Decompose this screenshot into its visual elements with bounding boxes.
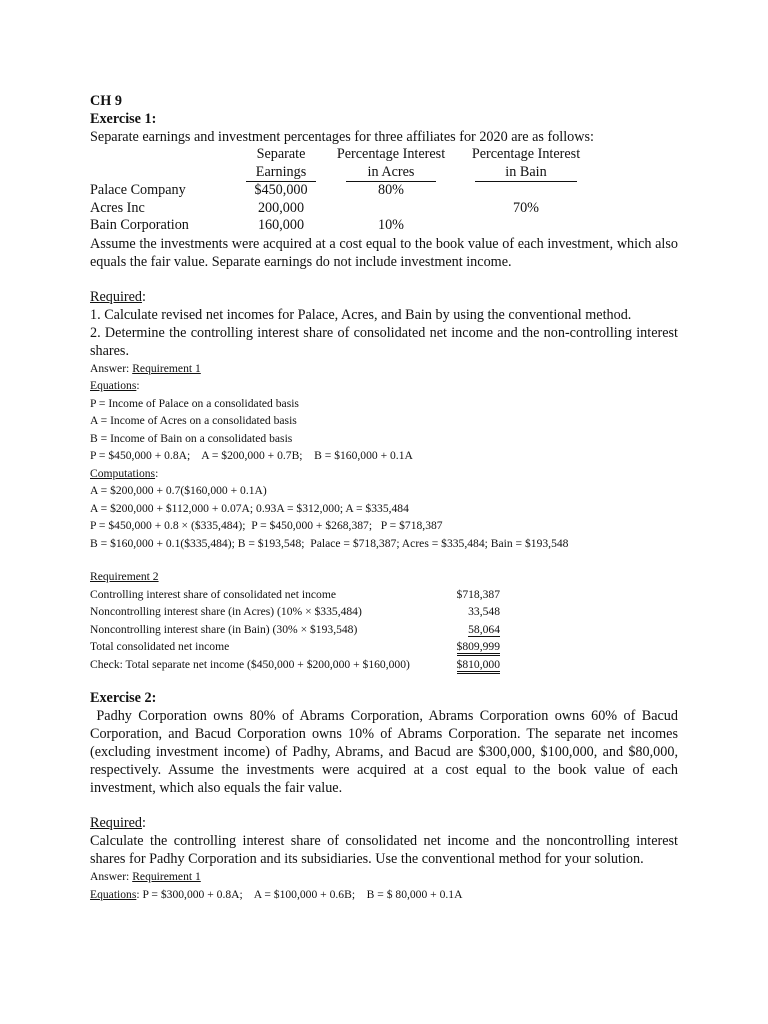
table-row (90, 200, 591, 218)
row-amount: $809,999 (457, 640, 500, 656)
table-cell (461, 217, 591, 235)
table-row (90, 656, 500, 674)
assumption-paragraph: Assume the investments were acquired at a cost equal to the book value of each investment, which also equals the fair value. Separate earnings do not include investment income. (90, 235, 678, 270)
required-item: 1. Calculate revised net incomes for Palace, Acres, and Bain by using the conventional method. (90, 306, 632, 323)
requirement1-label: Requirement 1 (132, 870, 201, 884)
table-row (90, 603, 500, 621)
requirement2-table (90, 586, 500, 674)
header-cell: Percentage Interest (336, 146, 446, 162)
computation-line: A = $200,000 + 0.7($160,000 + 0.1A) (90, 484, 267, 498)
required-item: 2. Determine the controlling interest share of consolidated net income and the non-controlling interest shares. (90, 324, 678, 359)
table-cell: Acres Inc (90, 199, 145, 216)
table-cell: 70% (512, 199, 539, 216)
header-cell: Percentage Interest (471, 146, 581, 162)
table-cell: Palace Company (90, 182, 186, 199)
row-label: Noncontrolling interest share (in Bain) (30% × $193,548) (90, 622, 358, 636)
required-item: Calculate the controlling interest share of consolidated net income and the noncontrolling interest shares for Padhy Corporation and its subsidiaries. Use the conventional method for your solution. (90, 833, 678, 868)
table-cell: 10% (377, 217, 404, 234)
chapter-heading: CH 9 (90, 93, 122, 109)
table-row (90, 217, 591, 235)
equation-line: P = $300,000 + 0.8A; A = $100,000 + 0.6B; B = $ 80,000 + 0.1A (139, 887, 463, 901)
table-row (90, 638, 500, 656)
exercise1-intro: Separate earnings and investment percentages for three affiliates for 2020 are as follows: (90, 129, 594, 145)
row-amount: $718,387 (456, 587, 500, 601)
answer-label: Answer: (90, 870, 130, 884)
computation-line: P = $450,000 + 0.8 × ($335,484); P = $450,000 + $268,387; P = $718,387 (90, 519, 443, 533)
header-cell (90, 164, 241, 183)
required-heading: Required (90, 815, 143, 832)
table-cell: 200,000 (257, 199, 305, 216)
computations-label: Computations (90, 466, 156, 480)
requirement2-label: Requirement 2 (90, 570, 159, 584)
table-cell (461, 182, 591, 200)
exercise2-title: Exercise 2: (90, 690, 157, 707)
equation-line: B = Income of Bain on a consolidated basis (90, 431, 293, 445)
row-label: Check: Total separate net income ($450,000 + $200,000 + $160,000) (90, 657, 410, 671)
header-cell: in Bain (475, 164, 576, 183)
table-header-row (90, 164, 591, 183)
requirement1-label: Requirement 1 (132, 361, 201, 375)
table-cell: $450,000 (254, 182, 308, 199)
exercise1-title: Exercise 1: (90, 111, 157, 127)
table-row (90, 586, 500, 604)
row-label: Controlling interest share of consolidated net income (90, 587, 336, 601)
header-cell: Earnings (246, 164, 316, 183)
table-cell (321, 200, 461, 218)
equations-label: Equations (90, 887, 137, 901)
header-cell (90, 146, 241, 164)
equation-line: P = $450,000 + 0.8A; A = $200,000 + 0.7B; B = $160,000 + 0.1A (90, 449, 413, 463)
earnings-table (90, 146, 591, 235)
required-heading: Required (90, 288, 143, 305)
table-cell: 160,000 (257, 217, 305, 234)
header-cell: in Acres (346, 164, 437, 183)
row-label: Total consolidated net income (90, 640, 230, 654)
computation-line: B = $160,000 + 0.1($335,484); B = $193,548; Palace = $718,387; Acres = $335,484; Bain = $193,548 (90, 536, 569, 550)
equation-line: A = Income of Acres on a consolidated basis (90, 414, 297, 428)
row-label: Noncontrolling interest share (in Acres) (10% × $335,484) (90, 605, 362, 619)
row-amount: $810,000 (457, 658, 500, 674)
document-page: CH 9 Exercise 1: Separate earnings and investment percentages for three affiliates for 2020 are as follows: Separate Percentage Interest Percentage Interest Earnings in Acres in Bain Palace Company $450,000 80% Acres Inc 200,000 70% Bain Corporation 160,000 10% Assume the investments were acquired at a cost equal to the book value of each investment, which also equals the fair value. Separate earnings do not include investment income. Required: 1. Calculate revised net incomes for Palace, Acres, and Bain by using the conventional method. 2. Determine the controlling interest share of consolidated net income and the non-controlling interest shares. Answer: Requirement 1 Equations: P = Income of Palace on a consolidated basis A = Income of Acres on a consolidated basis B = Income of Bain on a consolidated basis P = $450,000 + 0.8A; A = $200,000 + 0.7B; B = $160,000 + 0.1A Computations: A = $200,000 + 0.7($160,000 + 0.1A) A = $200,000 + $112,000 + 0.07A; 0.93A = $312,000; A = $335,484 P = $450,000 + 0.8 × ($335,484); P = $450,000 + $268,387; P = $718,387 B = $160,000 + 0.1($335,484); B = $193,548; Palace = $718,387; Acres = $335,484; Bain = $193,548 Requirement 2 Controlling interest share of consolidated net income $718,387 Noncontrolling interest share (in Acres) (10% × $335,484) 33,548 Noncontrolling interest share (in Bain) (30% × $193,548) 58,064 Total consolidated net income $809,999 Check: Total separate net income ($450,000 + $200,000 + $160,000) $810,000 Exercise 2: Padhy Corporation owns 80% of Abrams Corporation, Abrams Corporation owns 60% of Bacud Corporation, and Bacud Corporation owns 10% of Abrams Corporation. The separate net incomes (excluding investment income) of Padhy, Abrams, and Bacud are $300,000, $100,000, and $80,000, respectively. Assume the investments were acquired at a cost equal to the book value of each investment, which also equals the fair value. Required: Calculate the controlling interest share of consolidated net income and the noncontrolling interest shares for Padhy Corporation and its subsidiaries. Use the conventional method for your solution. Answer: Requirement 1 Equations: P = $300,000 + 0.8A; A = $100,000 + 0.6B; B = $ 80,000 + 0.1A (90, 93, 682, 901)
exercise2-body: Padhy Corporation owns 80% of Abrams Corporation, Abrams Corporation owns 60% of Bacud Corporation, and Bacud Corporation owns 10% of Abrams Corporation. The separate net incomes (excluding investment income) of Padhy, Abrams, and Bacud are $300,000, $100,000, and $80,000, respectively. Assume the investments were acquired at a cost equal to the book value of each investment, which also equals the fair value. (90, 708, 682, 797)
header-cell: Separate (256, 146, 306, 162)
table-header-row (90, 146, 591, 164)
equations-label: Equations (90, 379, 137, 393)
table-cell: Bain Corporation (90, 217, 189, 234)
row-amount: 58,064 (468, 622, 500, 636)
equation-line: P = Income of Palace on a consolidated basis (90, 396, 299, 410)
computation-line: A = $200,000 + $112,000 + 0.07A; 0.93A = $312,000; A = $335,484 (90, 501, 409, 515)
table-row (90, 182, 591, 200)
table-cell: 80% (377, 182, 404, 199)
answer-label: Answer: (90, 361, 130, 375)
table-row (90, 621, 500, 639)
row-amount: 33,548 (468, 605, 500, 619)
